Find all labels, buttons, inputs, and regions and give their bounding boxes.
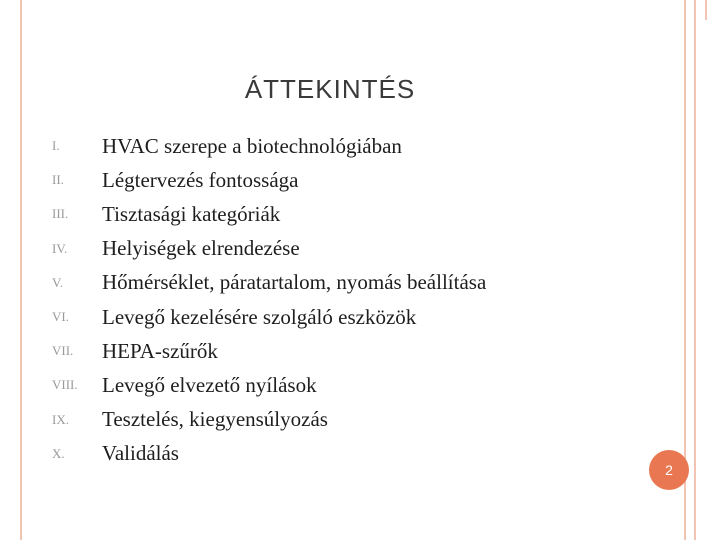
agenda-item	[52, 197, 486, 231]
agenda-text: Levegő kezelésére szolgáló eszközök	[102, 304, 417, 329]
agenda-text: Légtervezés fontossága	[102, 167, 299, 192]
agenda-item	[52, 437, 486, 471]
agenda-numeral: I.	[52, 138, 60, 154]
agenda-numeral: VI.	[52, 309, 69, 325]
agenda-text: Levegő elvezető nyílások	[102, 372, 317, 397]
agenda-item	[52, 334, 486, 368]
right-decorative-rule-outer	[694, 0, 696, 540]
agenda-numeral: V.	[52, 274, 63, 290]
agenda-text: HEPA-szűrők	[102, 338, 218, 363]
agenda-text: Validálás	[102, 441, 179, 466]
agenda-list	[52, 129, 486, 471]
agenda-numeral: X.	[52, 445, 65, 461]
agenda-item	[52, 266, 486, 300]
agenda-text: HVAC szerepe a biotechnológiában	[102, 133, 402, 158]
agenda-item	[52, 232, 486, 266]
agenda-text: Hőmérséklet, páratartalom, nyomás beállítása	[102, 270, 487, 295]
agenda-numeral: VIII.	[52, 377, 78, 393]
page-number-badge	[649, 450, 689, 490]
slide-title: ÁTTEKINTÉS	[244, 74, 416, 104]
agenda-item	[52, 300, 486, 334]
agenda-item	[52, 403, 486, 437]
agenda-text: Tisztasági kategóriák	[102, 201, 281, 226]
agenda-item	[52, 163, 486, 197]
agenda-item	[52, 129, 486, 163]
agenda-text: Tesztelés, kiegyensúlyozás	[102, 407, 328, 432]
agenda-numeral: VII.	[52, 343, 74, 359]
agenda-text: Helyiségek elrendezése	[102, 236, 300, 261]
agenda-numeral: II.	[52, 172, 64, 188]
corner-decorative-line	[705, 0, 707, 20]
agenda-numeral: IV.	[52, 240, 68, 256]
page-number: 2	[665, 462, 673, 478]
agenda-item	[52, 368, 486, 402]
agenda-numeral: IX.	[52, 411, 69, 427]
agenda-numeral: III.	[52, 206, 69, 222]
